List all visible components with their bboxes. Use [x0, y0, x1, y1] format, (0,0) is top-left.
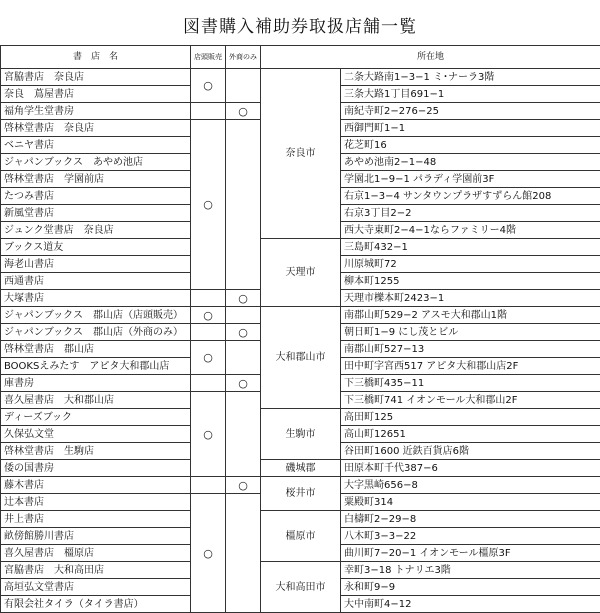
store-address: 下三橋町741 イオンモール大和郡山2F — [341, 392, 600, 409]
store-name: 庫書房 — [1, 375, 191, 392]
area-label: 天理市 — [261, 239, 341, 307]
store-name: 高垣弘文堂書店 — [1, 579, 191, 596]
store-name: 藤木書店 — [1, 477, 191, 494]
store-name: 福角学生堂書房 — [1, 103, 191, 120]
store-address: 二条大路南1−3−1 ミ･ナーラ3階 — [341, 69, 600, 86]
mark-outside-sales: ○ — [226, 324, 261, 341]
store-address: 八木町3−3−22 — [341, 528, 600, 545]
store-name: たつみ書店 — [1, 188, 191, 205]
mark-empty — [226, 120, 261, 290]
store-name: ジュンク堂書店 奈良店 — [1, 222, 191, 239]
store-address: 谷田町1600 近鉄百貨店6階 — [341, 443, 600, 460]
store-address: 南郡山町529−2 アスモ大和郡山1階 — [341, 307, 600, 324]
store-address: 永和町9−9 — [341, 579, 600, 596]
store-address: 三条大路1丁目691−1 — [341, 86, 600, 103]
store-address: 大字黒崎656−8 — [341, 477, 600, 494]
mark-outside-sales: ○ — [226, 375, 261, 392]
mark-store-sales: ○ — [191, 307, 226, 324]
store-name: 新風堂書店 — [1, 205, 191, 222]
mark-store-sales: ○ — [191, 341, 226, 375]
store-address: 幸町3−18 トナリエ3階 — [341, 562, 600, 579]
mark-empty — [226, 494, 261, 613]
store-address: 天理市櫟本町2423−1 — [341, 290, 600, 307]
store-name: 宮脇書店 大和高田店 — [1, 562, 191, 579]
store-address: 曲川町7−20−1 イオンモール橿原3F — [341, 545, 600, 562]
store-address: 右京1−3−4 サンタウンプラザすずらん館208 — [341, 188, 600, 205]
store-name: 西通書店 — [1, 273, 191, 290]
store-table — [0, 45, 600, 613]
store-name: 啓林堂書店 学園前店 — [1, 171, 191, 188]
area-label: 磯城郡 — [261, 460, 341, 477]
store-address: 粟殿町314 — [341, 494, 600, 511]
store-address: 三島町432−1 — [341, 239, 600, 256]
mark-empty — [226, 307, 261, 324]
store-address: 大中南町4−12 — [341, 596, 600, 613]
store-address: 花芝町16 — [341, 137, 600, 154]
store-address: 学園北1−9−1 パラディ学園前3F — [341, 171, 600, 188]
store-address: 朝日町1−9 にし茂とビル — [341, 324, 600, 341]
store-address: 西大寺東町2−4−1ならファミリー4階 — [341, 222, 600, 239]
store-name: 啓林堂書店 郡山店 — [1, 341, 191, 358]
table-row — [1, 69, 600, 86]
table-row — [1, 562, 600, 579]
store-address: 南郡山町527−13 — [341, 341, 600, 358]
store-address: あやめ池南2−1−48 — [341, 154, 600, 171]
mark-empty — [191, 477, 226, 494]
area-label: 生駒市 — [261, 409, 341, 460]
store-name: ディーズブック — [1, 409, 191, 426]
store-address: 高田町125 — [341, 409, 600, 426]
store-name: ジャパンブックス 郡山店（外商のみ） — [1, 324, 191, 341]
store-name: 大塚書店 — [1, 290, 191, 307]
table-row — [1, 409, 600, 426]
store-name: 奈良 蔦屋書店 — [1, 86, 191, 103]
store-name: 喜久屋書店 橿原店 — [1, 545, 191, 562]
store-name: ブックス道友 — [1, 239, 191, 256]
mark-empty — [191, 375, 226, 392]
mark-outside-sales: ○ — [226, 477, 261, 494]
store-address: 高山町12651 — [341, 426, 600, 443]
mark-store-sales: ○ — [191, 392, 226, 477]
store-address: 南紀寺町2−276−25 — [341, 103, 600, 120]
mark-store-sales: ○ — [191, 69, 226, 103]
store-address: 柳本町1255 — [341, 273, 600, 290]
table-header — [1, 46, 600, 69]
header-address: 所在地 — [261, 46, 600, 69]
mark-empty — [226, 69, 261, 103]
area-label: 大和高田市 — [261, 562, 341, 613]
store-address: 白檮町2−29−8 — [341, 511, 600, 528]
store-name: ジャパンブックス 郡山店（店頭販売） — [1, 307, 191, 324]
store-address: 川原城町72 — [341, 256, 600, 273]
store-address: 田中町字宮西517 アピタ大和郡山店2F — [341, 358, 600, 375]
mark-empty — [226, 392, 261, 477]
area-label: 桜井市 — [261, 477, 341, 511]
header-store: 書 店 名 — [1, 46, 191, 69]
header-outside-sales: 外商のみ — [226, 46, 261, 69]
store-address: 下三橋町435−11 — [341, 375, 600, 392]
table-row — [1, 239, 600, 256]
store-name: 喜久屋書店 大和郡山店 — [1, 392, 191, 409]
mark-store-sales: ○ — [191, 494, 226, 613]
store-address: 西御門町1−1 — [341, 120, 600, 137]
store-name: 久保弘文堂 — [1, 426, 191, 443]
area-label: 大和郡山市 — [261, 307, 341, 409]
store-name: 畝傍館勝川書店 — [1, 528, 191, 545]
page-title: 図書購入補助券取扱店舗一覧 — [0, 12, 600, 37]
area-label: 奈良市 — [261, 69, 341, 239]
mark-outside-sales: ○ — [226, 290, 261, 307]
table-row — [1, 511, 600, 528]
table-row — [1, 307, 600, 324]
store-name: ベニヤ書店 — [1, 137, 191, 154]
mark-empty — [191, 324, 226, 341]
table-row — [1, 477, 600, 494]
store-name: 辻本書店 — [1, 494, 191, 511]
store-name: ジャパンブックス あやめ池店 — [1, 154, 191, 171]
store-address: 田原本町千代387−6 — [341, 460, 600, 477]
store-name: 倭の国書房 — [1, 460, 191, 477]
header-store-sales: 店頭販売 — [191, 46, 226, 69]
mark-store-sales: ○ — [191, 120, 226, 290]
mark-empty — [191, 103, 226, 120]
store-name: 有限会社タイラ（タイラ書店） — [1, 596, 191, 613]
store-name: 啓林堂書店 奈良店 — [1, 120, 191, 137]
mark-outside-sales: ○ — [226, 103, 261, 120]
store-name: 井上書店 — [1, 511, 191, 528]
mark-empty — [191, 290, 226, 307]
table-row — [1, 460, 600, 477]
area-label: 橿原市 — [261, 511, 341, 562]
store-name: BOOKSえみたす アピタ大和郡山店 — [1, 358, 191, 375]
store-address: 右京3丁目2−2 — [341, 205, 600, 222]
store-name: 宮脇書店 奈良店 — [1, 69, 191, 86]
store-name: 啓林堂書店 生駒店 — [1, 443, 191, 460]
mark-empty — [226, 341, 261, 375]
store-name: 海老山書店 — [1, 256, 191, 273]
